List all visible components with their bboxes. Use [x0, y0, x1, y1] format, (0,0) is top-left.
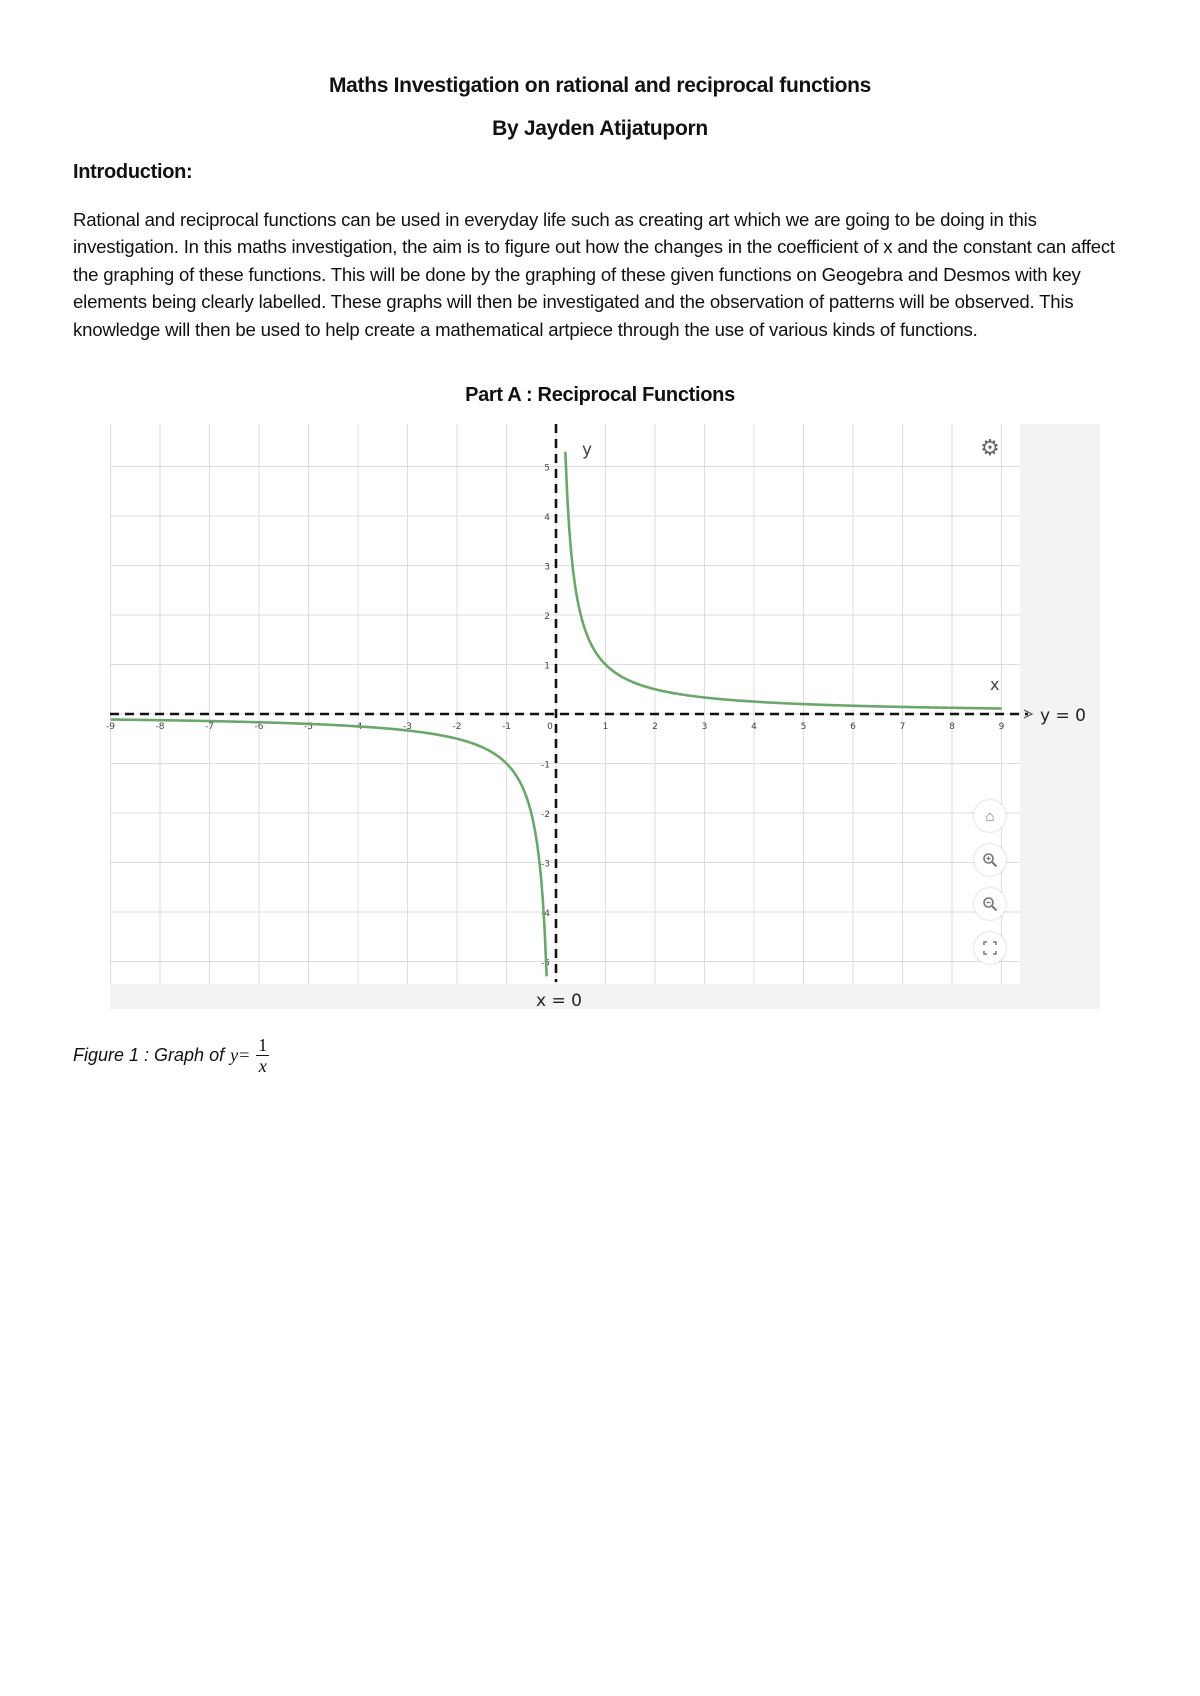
introduction-heading: Introduction:: [73, 161, 193, 183]
x-tick-label: -4: [353, 722, 363, 732]
x-tick-label: 3: [701, 722, 708, 732]
x-tick-label: -9: [106, 722, 115, 732]
horizontal-asymptote-label: y = 0: [1040, 706, 1086, 726]
x-tick-label: 1: [602, 722, 609, 732]
zoom-out-button[interactable]: [974, 888, 1006, 920]
caption-numerator: 1: [258, 1035, 268, 1055]
y-tick-label: 2: [544, 612, 550, 622]
document-author: By Jayden Atijatuporn: [492, 117, 708, 140]
x-tick-label: -7: [205, 722, 214, 732]
vertical-asymptote-label: x = 0: [536, 991, 582, 1011]
y-tick-label: 4: [544, 513, 550, 523]
x-tick-label: 6: [850, 722, 856, 732]
reciprocal-graph: [106, 424, 1100, 1011]
figure-caption: [73, 1035, 269, 1076]
x-tick-label: 4: [751, 722, 757, 732]
caption-lhs: y=: [230, 1045, 251, 1065]
x-tick-label: -6: [254, 722, 264, 732]
y-axis-label: y: [582, 440, 593, 460]
x-tick-label: -1: [502, 722, 511, 732]
x-tick-label: 0: [547, 722, 553, 732]
settings-button[interactable]: [976, 434, 1004, 462]
caption-label: Figure 1 : Graph of: [73, 1045, 225, 1065]
y-tick-label: -4: [541, 909, 550, 919]
y-tick-label: -2: [541, 810, 550, 820]
y-tick-label: 5: [544, 463, 550, 474]
gear-icon: ⚙: [980, 435, 1000, 460]
y-tick-label: -5: [541, 958, 550, 969]
x-tick-label: 8: [949, 722, 955, 732]
part-a-heading: Part A : Reciprocal Functions: [465, 384, 735, 406]
y-tick-label: 3: [544, 562, 550, 573]
y-tick-label: -1: [541, 760, 550, 771]
x-tick-label: 2: [652, 722, 658, 732]
home-button[interactable]: [974, 800, 1006, 832]
plot-background: [110, 424, 1020, 984]
y-tick-label: 1: [544, 661, 550, 672]
x-tick-label: 7: [899, 722, 906, 732]
home-icon: ⌂: [985, 807, 995, 825]
graph-screenshot: [106, 424, 1100, 1011]
x-tick-label: -8: [155, 722, 165, 732]
fullscreen-icon: [983, 941, 997, 955]
x-axis-label: x: [990, 675, 1000, 694]
x-tick-label: -3: [403, 722, 412, 732]
caption-fraction: [256, 1035, 269, 1076]
fullscreen-button[interactable]: [974, 932, 1006, 964]
document-title: Maths Investigation on rational and reciprocal functions: [328, 74, 872, 97]
zoom-in-button[interactable]: [974, 844, 1006, 876]
introduction-paragraph: Rational and reciprocal functions can be used in everyday life such as creating art which we are going to be doing in this investigation. In this maths investigation, the aim is to figure out how the changes in the coefficient of x and the constant can affect the graphing of these functions. This will be done by the graphing of these given functions on Geogebra and Desmos with key elements being clearly labelled. These graphs will then be investigated and the observation of patterns will be observed. This knowledge will then be used to help create a mathematical artpiece through the use of various kinds of functions.: [73, 209, 1115, 340]
zoom-out-icon: [982, 896, 998, 912]
caption-denominator: x: [258, 1056, 267, 1076]
x-tick-label: 9: [998, 722, 1005, 732]
zoom-in-icon: [982, 852, 998, 868]
x-tick-label: 5: [800, 722, 807, 732]
y-tick-label: -3: [541, 859, 550, 870]
x-tick-label: -5: [304, 722, 313, 732]
x-tick-label: -2: [452, 722, 462, 732]
